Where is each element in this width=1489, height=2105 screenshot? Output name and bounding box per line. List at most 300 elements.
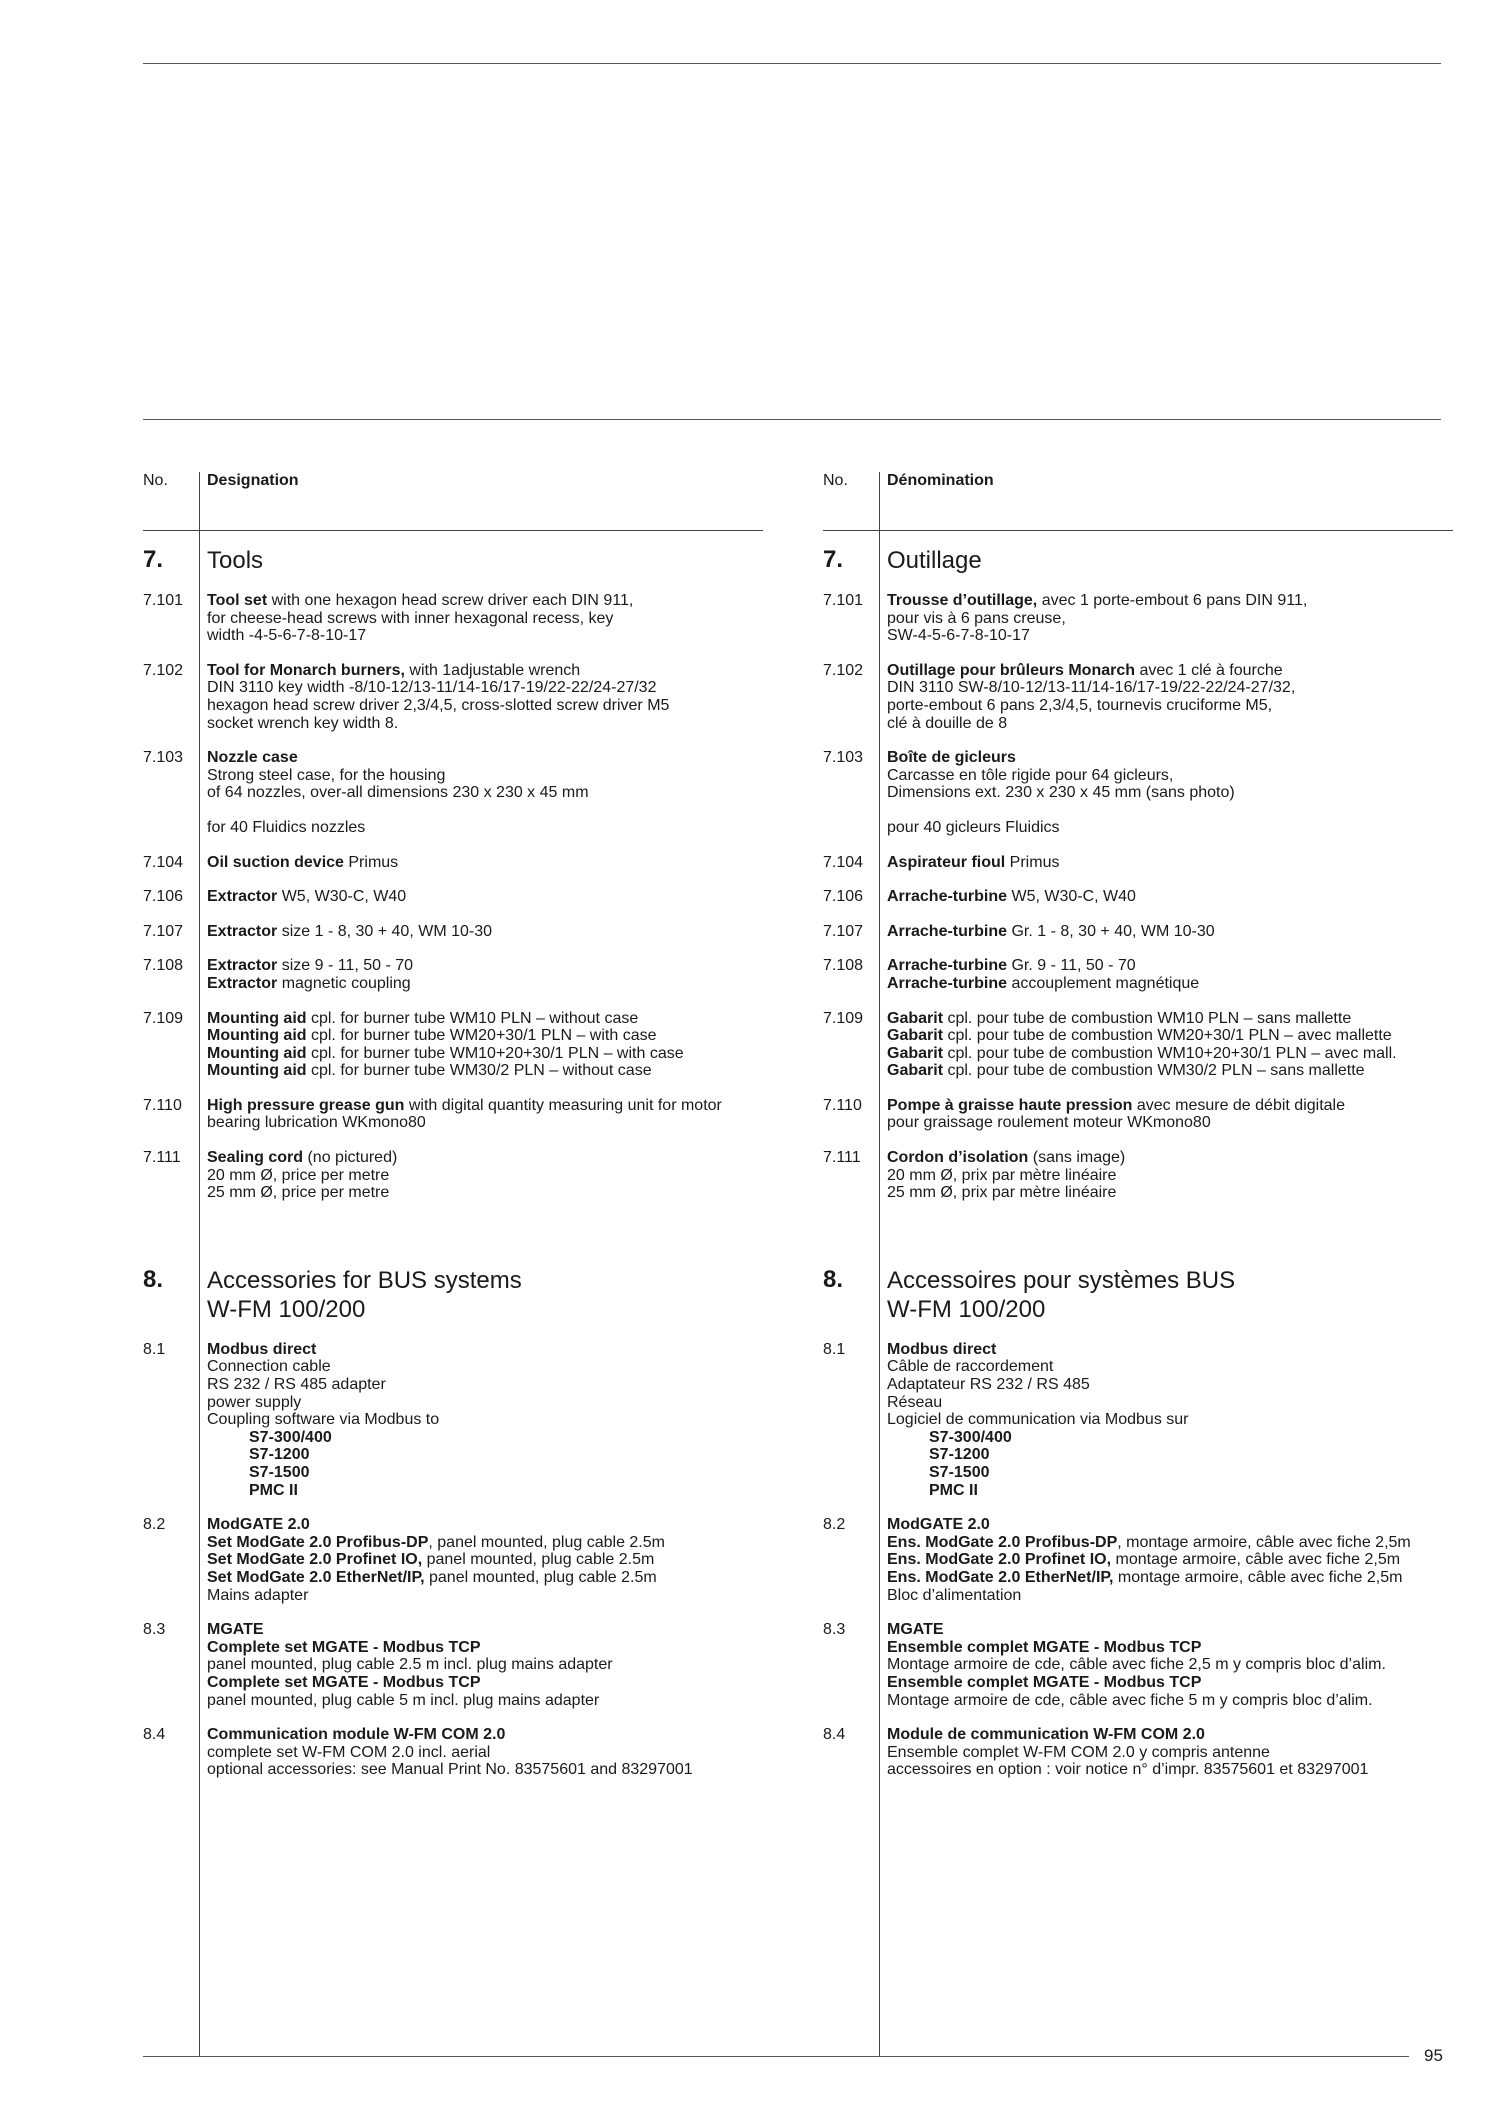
item-text: Adaptateur RS 232 / RS 485 xyxy=(887,1376,1090,1394)
item-term: Extractor xyxy=(207,974,278,992)
header-rule xyxy=(143,530,763,531)
item-text: W5, W30-C, W40 xyxy=(277,888,407,906)
item-line xyxy=(887,1010,1453,1028)
item-text: cpl. for burner tube WM10 PLN – without case xyxy=(306,1009,639,1027)
item-line xyxy=(887,1464,1453,1482)
item-term: Cordon d’isolation xyxy=(887,1149,1029,1167)
section-number: 8. xyxy=(143,1265,164,1293)
item-body xyxy=(207,923,763,941)
item-body xyxy=(887,662,1453,732)
item-line xyxy=(887,1097,1453,1115)
item-line xyxy=(207,1358,763,1376)
item-number: 7.103 xyxy=(143,749,184,767)
list-item xyxy=(823,749,1453,836)
item-text: Montage armoire de cde, câble avec fiche 2,5 m y compris bloc d’alim. xyxy=(887,1656,1386,1674)
header-designation: Designation xyxy=(207,472,299,489)
item-line xyxy=(207,1534,763,1552)
item-line xyxy=(207,1621,763,1639)
item-text: Primus xyxy=(1005,853,1060,871)
item-body xyxy=(887,923,1453,941)
item-text: DIN 3110 key width -8/10-12/13-11/14-16/17-19/22-22/24-27/32 xyxy=(207,679,657,697)
item-term: Sealing cord xyxy=(207,1149,304,1167)
item-term: S7-1200 xyxy=(249,1446,310,1464)
section-title xyxy=(207,546,763,575)
item-number: 7.109 xyxy=(823,1009,864,1027)
header-no: No. xyxy=(143,472,168,489)
item-text: Connection cable xyxy=(207,1358,331,1376)
item-line xyxy=(887,1394,1453,1412)
item-term: PMC II xyxy=(929,1481,978,1499)
list-item xyxy=(823,1726,1453,1779)
list-item xyxy=(143,854,763,872)
list-item xyxy=(143,1516,763,1604)
item-term: Mounting aid xyxy=(207,1044,307,1062)
section-title-line: Tools xyxy=(207,547,264,574)
item-line xyxy=(207,627,763,645)
item-line xyxy=(887,1149,1453,1167)
list-item xyxy=(143,662,763,732)
item-text: power supply xyxy=(207,1393,302,1411)
item-term: Extractor xyxy=(207,957,278,975)
item-line xyxy=(207,1411,763,1429)
list-item xyxy=(143,1726,763,1779)
item-number: 7.102 xyxy=(823,661,864,679)
item-line xyxy=(887,957,1453,975)
item-text: (sans image) xyxy=(1028,1149,1126,1167)
item-line xyxy=(207,1464,763,1482)
item-line xyxy=(887,1761,1453,1779)
item-text: RS 232 / RS 485 adapter xyxy=(207,1376,386,1394)
item-line xyxy=(207,662,763,680)
item-term: Boîte de gicleurs xyxy=(887,749,1016,767)
item-text: cpl. pour tube de combustion WM10+20+30/1 PLN – avec mall. xyxy=(943,1044,1397,1062)
item-term: Set ModGate 2.0 Profibus-DP xyxy=(207,1533,429,1551)
item-term: Outillage pour brûleurs Monarch xyxy=(887,661,1136,679)
item-body xyxy=(887,1149,1453,1202)
item-line xyxy=(207,592,763,610)
item-term: Gabarit xyxy=(887,1009,944,1027)
english-column xyxy=(143,472,763,1779)
item-line xyxy=(887,1411,1453,1429)
item-text: 25 mm Ø, prix par mètre linéaire xyxy=(887,1184,1117,1202)
list-item xyxy=(823,854,1453,872)
item-line xyxy=(207,1045,763,1063)
item-line xyxy=(887,1656,1453,1674)
list-item xyxy=(823,1097,1453,1132)
section-heading xyxy=(823,1266,1453,1324)
item-line xyxy=(887,1429,1453,1447)
item-text: 20 mm Ø, prix par mètre linéaire xyxy=(887,1166,1117,1184)
item-term: Set ModGate 2.0 EtherNet/IP, xyxy=(207,1568,425,1586)
item-term: Gabarit xyxy=(887,1062,944,1080)
item-body xyxy=(887,888,1453,906)
item-text: Montage armoire de cde, câble avec fiche 5 m y compris bloc d’alim. xyxy=(887,1691,1373,1709)
upper-rule xyxy=(143,419,1441,420)
item-term: Modbus direct xyxy=(887,1340,997,1358)
item-text: (no pictured) xyxy=(303,1149,398,1167)
item-number: 7.111 xyxy=(143,1149,181,1167)
item-term: Ens. ModGate 2.0 Profinet IO, xyxy=(887,1551,1112,1569)
item-number: 8.4 xyxy=(823,1726,846,1744)
list-item xyxy=(823,923,1453,941)
item-body xyxy=(207,1097,763,1132)
item-line xyxy=(887,784,1453,802)
item-number: 8.3 xyxy=(823,1621,846,1639)
list-item xyxy=(823,592,1453,645)
item-line xyxy=(207,1376,763,1394)
item-text: , montage armoire, câble avec fiche 2,5m xyxy=(1117,1533,1411,1551)
item-line xyxy=(207,1394,763,1412)
item-line xyxy=(887,749,1453,767)
item-text: magnetic coupling xyxy=(277,974,411,992)
item-line xyxy=(207,1149,763,1167)
bottom-rule xyxy=(143,2056,1409,2057)
item-text: with one hexagon head screw driver each DIN 911, xyxy=(267,592,634,609)
item-term: Mounting aid xyxy=(207,1027,307,1045)
item-term: Set ModGate 2.0 Profinet IO, xyxy=(207,1551,423,1569)
item-variant: for 40 Fluidics nozzles xyxy=(207,818,366,836)
header-no: No. xyxy=(823,472,848,489)
item-body xyxy=(207,1726,763,1779)
item-line xyxy=(207,1010,763,1028)
item-text: , panel mounted, plug cable 2.5m xyxy=(428,1533,665,1551)
list-item xyxy=(823,957,1453,992)
section-heading xyxy=(143,546,763,575)
item-term: Arrache-turbine xyxy=(887,974,1008,992)
item-body xyxy=(207,749,763,836)
column-header xyxy=(823,472,1453,526)
item-line xyxy=(207,697,763,715)
item-line xyxy=(887,888,1453,906)
item-line xyxy=(887,627,1453,645)
list-item xyxy=(143,957,763,992)
item-line xyxy=(887,1114,1453,1132)
item-term: Arrache-turbine xyxy=(887,888,1008,906)
item-text: Réseau xyxy=(887,1393,943,1411)
item-text: porte-embout 6 pans 2,3/4,5, tournevis cruciforme M5, xyxy=(887,696,1273,714)
item-line xyxy=(887,1744,1453,1762)
item-body xyxy=(887,1097,1453,1132)
item-line xyxy=(207,1761,763,1779)
item-line xyxy=(887,1551,1453,1569)
item-number: 7.108 xyxy=(143,957,184,975)
item-text: panel mounted, plug cable 5 m incl. plug mains adapter xyxy=(207,1691,600,1709)
item-line xyxy=(887,1027,1453,1045)
header-designation: Dénomination xyxy=(887,472,994,489)
item-term: ModGATE 2.0 xyxy=(887,1516,990,1534)
item-term: Oil suction device xyxy=(207,853,344,871)
item-line xyxy=(887,1534,1453,1552)
item-text: with digital quantity measuring unit for motor xyxy=(404,1096,722,1114)
item-line xyxy=(887,1516,1453,1534)
list-item xyxy=(823,888,1453,906)
section-title-line: W-FM 100/200 xyxy=(887,1295,1046,1323)
item-line xyxy=(207,1446,763,1464)
item-text: avec 1 clé à fourche xyxy=(1135,661,1283,679)
item-line xyxy=(887,662,1453,680)
section-title xyxy=(207,1266,763,1324)
item-term: Modbus direct xyxy=(207,1340,317,1358)
item-line xyxy=(207,1097,763,1115)
section-gap xyxy=(823,1202,1453,1246)
item-term: High pressure grease gun xyxy=(207,1096,405,1114)
item-line xyxy=(207,767,763,785)
item-number: 8.4 xyxy=(143,1726,166,1744)
item-line xyxy=(887,1482,1453,1500)
item-line xyxy=(207,1569,763,1587)
item-line xyxy=(207,1692,763,1710)
item-term: Tool for Monarch burners, xyxy=(207,661,405,679)
item-text: bearing lubrication WKmono80 xyxy=(207,1114,426,1132)
item-number: 8.1 xyxy=(143,1340,166,1358)
item-term: Arrache-turbine xyxy=(887,957,1008,975)
item-line xyxy=(207,1027,763,1045)
item-term: Pompe à graisse haute pression xyxy=(887,1096,1133,1114)
item-line xyxy=(887,1358,1453,1376)
item-text: with 1adjustable wrench xyxy=(404,661,581,679)
item-text: SW-4-5-6-7-8-10-17 xyxy=(887,627,1030,645)
item-text: Coupling software via Modbus to xyxy=(207,1411,440,1429)
item-text: 20 mm Ø, price per metre xyxy=(207,1166,390,1184)
item-line xyxy=(887,1692,1453,1710)
item-line xyxy=(207,957,763,975)
list-item xyxy=(143,749,763,836)
item-text: for cheese-head screws with inner hexagonal recess, key xyxy=(207,609,614,627)
item-line xyxy=(207,1062,763,1080)
item-line xyxy=(207,784,763,802)
item-body xyxy=(207,854,763,872)
item-line xyxy=(887,610,1453,628)
item-line xyxy=(207,923,763,941)
item-line xyxy=(207,975,763,993)
french-column xyxy=(823,472,1453,1779)
item-line xyxy=(207,1341,763,1359)
item-term: Complete set MGATE - Modbus TCP xyxy=(207,1638,481,1656)
item-text: pour vis à 6 pans creuse, xyxy=(887,609,1066,627)
item-line xyxy=(887,975,1453,993)
item-line xyxy=(887,854,1453,872)
item-line xyxy=(887,1446,1453,1464)
item-term: S7-300/400 xyxy=(249,1428,332,1446)
item-number: 8.3 xyxy=(143,1621,166,1639)
item-body xyxy=(887,1516,1453,1604)
item-line xyxy=(207,1744,763,1762)
item-text: cpl. for burner tube WM20+30/1 PLN – with case xyxy=(306,1027,657,1045)
item-line xyxy=(207,1551,763,1569)
list-item xyxy=(143,1097,763,1132)
section-title-line: Accessories for BUS systems xyxy=(207,1266,522,1294)
item-term: S7-1200 xyxy=(929,1446,990,1464)
item-text: accessoires en option : voir notice n° d’impr. 83575601 et 83297001 xyxy=(887,1761,1369,1779)
item-text: Ensemble complet W-FM COM 2.0 y compris antenne xyxy=(887,1743,1270,1761)
section-title-line: Accessoires pour systèmes BUS xyxy=(887,1266,1236,1294)
item-text: optional accessories: see Manual Print No. 83575601 and 83297001 xyxy=(207,1761,693,1779)
section-number: 8. xyxy=(823,1265,844,1293)
item-body xyxy=(207,1341,763,1499)
item-text: montage armoire, câble avec fiche 2,5m xyxy=(1113,1568,1403,1586)
item-text: panel mounted, plug cable 2.5m xyxy=(424,1568,657,1586)
item-line xyxy=(207,679,763,697)
section-title xyxy=(887,546,1453,575)
item-text: Logiciel de communication via Modbus sur xyxy=(887,1411,1189,1429)
item-body xyxy=(887,1726,1453,1779)
item-text: Mains adapter xyxy=(207,1586,309,1604)
item-text: of 64 nozzles, over-all dimensions 230 x 230 x 45 mm xyxy=(207,784,589,802)
item-number: 7.109 xyxy=(143,1009,184,1027)
item-term: Ensemble complet MGATE - Modbus TCP xyxy=(887,1673,1202,1691)
item-line xyxy=(887,1341,1453,1359)
item-line xyxy=(887,697,1453,715)
list-item xyxy=(143,1149,763,1202)
item-number: 7.102 xyxy=(143,661,184,679)
item-body xyxy=(207,1516,763,1604)
item-line xyxy=(887,1726,1453,1744)
item-text: DIN 3110 SW-8/10-12/13-11/14-16/17-19/22-22/24-27/32, xyxy=(887,679,1296,697)
item-body xyxy=(207,957,763,992)
item-line xyxy=(887,679,1453,697)
item-term: Communication module W-FM COM 2.0 xyxy=(207,1726,506,1744)
item-number: 7.106 xyxy=(823,888,864,906)
item-body xyxy=(887,749,1453,836)
item-line xyxy=(887,1587,1453,1605)
item-text: cpl. pour tube de combustion WM30/2 PLN – sans mallette xyxy=(943,1062,1365,1080)
item-body xyxy=(207,592,763,645)
item-line xyxy=(207,888,763,906)
item-number: 8.2 xyxy=(823,1516,846,1534)
item-term: Mounting aid xyxy=(207,1009,307,1027)
item-number: 7.103 xyxy=(823,749,864,767)
section-gap xyxy=(143,1202,763,1246)
item-text: Carcasse en tôle rigide pour 64 gicleurs, xyxy=(887,766,1174,784)
item-number: 7.101 xyxy=(823,592,864,609)
item-line xyxy=(207,1429,763,1447)
item-number: 7.106 xyxy=(143,888,184,906)
item-text: Câble de raccordement xyxy=(887,1358,1054,1376)
item-text: size 9 - 11, 50 - 70 xyxy=(277,957,414,975)
item-number: 7.108 xyxy=(823,957,864,975)
item-number: 7.104 xyxy=(823,853,864,871)
item-term: Extractor xyxy=(207,922,278,940)
item-body xyxy=(887,1010,1453,1080)
item-number: 7.107 xyxy=(823,922,864,940)
item-text: pour graissage roulement moteur WKmono80 xyxy=(887,1114,1211,1132)
item-text: montage armoire, câble avec fiche 2,5m xyxy=(1111,1551,1401,1569)
item-variant: pour 40 gicleurs Fluidics xyxy=(887,818,1060,836)
section-number: 7. xyxy=(823,546,844,573)
item-line xyxy=(887,1184,1453,1202)
list-item xyxy=(143,1621,763,1709)
item-line xyxy=(887,1674,1453,1692)
item-term: S7-300/400 xyxy=(929,1428,1012,1446)
item-body xyxy=(887,1621,1453,1709)
item-line xyxy=(207,1184,763,1202)
item-number: 8.1 xyxy=(823,1340,846,1358)
section-heading xyxy=(823,546,1453,575)
item-line xyxy=(887,923,1453,941)
item-term: Ens. ModGate 2.0 EtherNet/IP, xyxy=(887,1568,1114,1586)
section-title-line: W-FM 100/200 xyxy=(207,1295,366,1323)
item-body xyxy=(887,1341,1453,1499)
item-line xyxy=(207,610,763,628)
item-text: cpl. for burner tube WM10+20+30/1 PLN – with case xyxy=(306,1044,684,1062)
item-text: avec mesure de débit digitale xyxy=(1132,1096,1345,1114)
list-item xyxy=(143,888,763,906)
item-line xyxy=(887,1621,1453,1639)
item-body xyxy=(887,592,1453,645)
item-line xyxy=(887,1569,1453,1587)
list-item xyxy=(823,662,1453,732)
item-term: PMC II xyxy=(249,1481,298,1499)
item-line xyxy=(887,592,1453,610)
list-item xyxy=(143,1010,763,1080)
item-body xyxy=(887,957,1453,992)
item-term: Module de communication W-FM COM 2.0 xyxy=(887,1726,1205,1744)
item-text: hexagon head screw driver 2,3/4,5, cross-slotted screw driver M5 xyxy=(207,696,670,714)
item-line xyxy=(207,1167,763,1185)
header-rule xyxy=(823,530,1453,531)
item-term: Gabarit xyxy=(887,1044,944,1062)
list-item xyxy=(143,592,763,645)
item-text: socket wrench key width 8. xyxy=(207,714,399,732)
item-text: cpl. pour tube de combustion WM10 PLN – sans mallette xyxy=(943,1009,1352,1027)
item-text: size 1 - 8, 30 + 40, WM 10-30 xyxy=(277,922,493,940)
item-text: width -4-5-6-7-8-10-17 xyxy=(207,627,367,645)
section-title-line: Outillage xyxy=(887,547,982,574)
item-term: Gabarit xyxy=(887,1027,944,1045)
item-line xyxy=(207,1114,763,1132)
item-line xyxy=(887,1167,1453,1185)
item-text: panel mounted, plug cable 2.5m xyxy=(422,1551,655,1569)
item-text: Gr. 1 - 8, 30 + 40, WM 10-30 xyxy=(1007,922,1215,940)
page-number: 95 xyxy=(1424,2046,1443,2065)
top-rule xyxy=(143,63,1441,64)
item-term: Aspirateur fioul xyxy=(887,853,1006,871)
item-number: 8.2 xyxy=(143,1516,166,1534)
item-number: 7.111 xyxy=(823,1149,861,1167)
item-text: avec 1 porte-embout 6 pans DIN 911, xyxy=(1037,592,1308,609)
item-line xyxy=(207,1587,763,1605)
item-line xyxy=(207,854,763,872)
item-text: W5, W30-C, W40 xyxy=(1007,888,1136,906)
item-line xyxy=(207,1639,763,1657)
item-line xyxy=(887,1639,1453,1657)
section-title xyxy=(887,1266,1453,1324)
list-item xyxy=(143,1341,763,1499)
section-number: 7. xyxy=(143,546,164,573)
item-term: MGATE xyxy=(207,1621,264,1639)
item-body xyxy=(207,1149,763,1202)
item-number: 7.110 xyxy=(143,1096,182,1114)
item-text: cpl. for burner tube WM30/2 PLN – without case xyxy=(306,1062,652,1080)
item-term: Mounting aid xyxy=(207,1062,307,1080)
item-line xyxy=(887,1062,1453,1080)
item-number: 7.101 xyxy=(143,592,184,609)
item-term: Tool set xyxy=(207,592,268,609)
item-line xyxy=(887,1045,1453,1063)
item-body xyxy=(207,1621,763,1709)
item-line xyxy=(207,749,763,767)
item-body xyxy=(207,1010,763,1080)
item-term: Nozzle case xyxy=(207,749,298,767)
item-number: 7.104 xyxy=(143,853,184,871)
item-term: S7-1500 xyxy=(249,1464,310,1481)
item-text: 25 mm Ø, price per metre xyxy=(207,1184,390,1202)
item-term: Complete set MGATE - Modbus TCP xyxy=(207,1673,481,1691)
item-term: S7-1500 xyxy=(929,1464,990,1481)
list-item xyxy=(823,1149,1453,1202)
item-text: cpl. pour tube de combustion WM20+30/1 PLN – avec mallette xyxy=(943,1027,1392,1045)
section-heading xyxy=(143,1266,763,1324)
